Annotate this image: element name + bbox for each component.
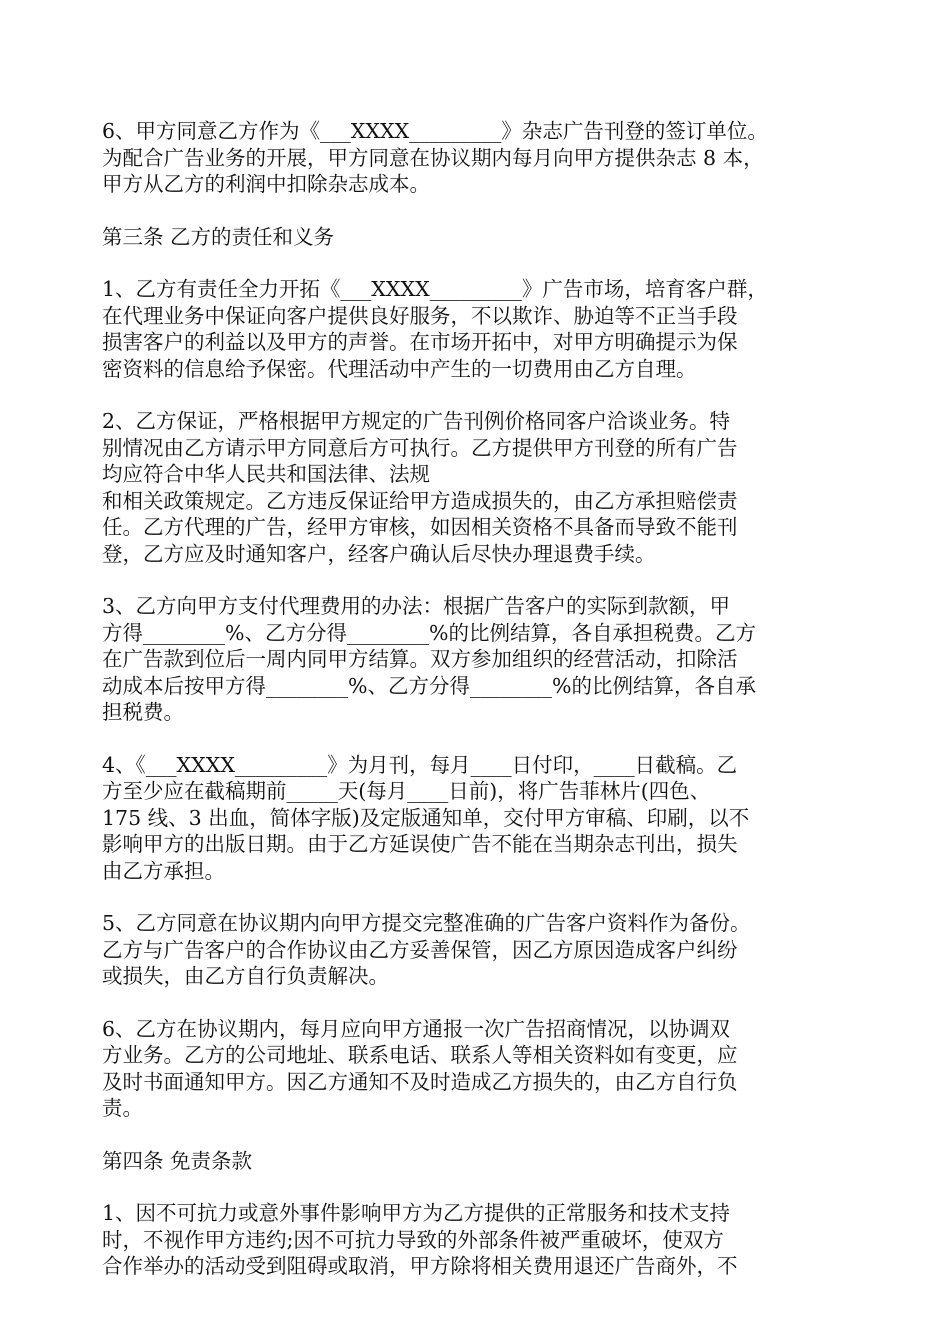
paragraph-party-b-clause-1 bbox=[102, 276, 854, 382]
text-line: 和相关政策规定。乙方违反保证给甲方造成损失的，由乙方承担赔偿责 bbox=[102, 488, 738, 513]
text-line: 登，乙方应及时通知客户，经客户确认后尽快办理退费手续。 bbox=[102, 541, 656, 566]
section-heading-article-4: 第四条 免责条款 bbox=[102, 1148, 253, 1173]
text-line: 6、乙方在协议期内，每月应向甲方通报一次广告招商情况，以协调双 bbox=[102, 1016, 731, 1041]
text-line: 1、乙方有责任全力开拓《___XXXX_________》广告市场，培育客户群， bbox=[102, 277, 768, 301]
text-line: 4、《___XXXX_________》为月刊，每月____日付印，____日截稿。乙 bbox=[102, 752, 738, 777]
text-line: 在广告款到位后一周内同甲方结算。双方参加组织的经营活动，扣除活 bbox=[102, 647, 738, 671]
paragraph-party-b-clause-5 bbox=[102, 910, 854, 990]
text-line: 乙方与广告客户的合作协议由乙方妥善保管，因乙方原因造成客户纠纷 bbox=[102, 937, 738, 962]
text-line: 别情况由乙方请示甲方同意后方可执行。乙方提供甲方刊登的所有广告 bbox=[102, 435, 738, 460]
paragraph-exemption-clause-1 bbox=[102, 1200, 854, 1280]
paragraph-party-b-clause-6 bbox=[102, 1016, 854, 1122]
text-line: 3、乙方向甲方支付代理费用的办法：根据广告客户的实际到款额，甲 bbox=[102, 594, 731, 618]
text-line: 及时书面通知甲方。因乙方通知不及时造成乙方损失的，由乙方自行负 bbox=[102, 1069, 738, 1094]
text-line: 方至少应在截稿期前_____天(每月____日前)，将广告菲林片(四色、 bbox=[102, 779, 711, 803]
text-line: 5、乙方同意在协议期内向甲方提交完整准确的广告客户资料作为备份。 bbox=[102, 911, 751, 935]
text-line: 均应符合中华人民共和国法律、法规 bbox=[102, 462, 430, 486]
paragraph-party-a-clause-6 bbox=[102, 118, 854, 198]
text-line: 影响甲方的出版日期。由于乙方延误使广告不能在当期杂志刊出，损失 bbox=[102, 832, 738, 856]
text-line: 为配合广告业务的开展，甲方同意在协议期内每月向甲方提供杂志 8 本， bbox=[102, 145, 764, 170]
text-line: 动成本后按甲方得________%、乙方分得________%的比例结算，各自承 bbox=[102, 673, 756, 698]
text-line: 合作举办的活动受到阻碍或取消，甲方除将相关费用退还广告商外，不 bbox=[102, 1254, 738, 1278]
text-line: 密资料的信息给予保密。代理活动中产生的一切费用由乙方自理。 bbox=[102, 356, 697, 381]
paragraph-party-b-clause-3 bbox=[102, 593, 854, 726]
text-line: 担税费。 bbox=[102, 700, 184, 724]
text-line: 时，不视作甲方违约;因不可抗力导致的外部条件被严重破坏，使双方 bbox=[102, 1227, 724, 1252]
text-line: 175 线、3 出血，简体字版)及定版通知单，交付甲方审稿、印刷，以不 bbox=[102, 805, 750, 830]
text-line: 1、因不可抗力或意外事件影响甲方为乙方提供的正常服务和技术支持 bbox=[102, 1201, 731, 1225]
paragraph-party-b-clause-4 bbox=[102, 752, 854, 885]
text-line: 6、甲方同意乙方作为《___XXXX_________》杂志广告刊登的签订单位。 bbox=[102, 119, 768, 143]
document-page bbox=[102, 118, 854, 1306]
text-line: 由乙方承担。 bbox=[102, 858, 225, 883]
text-line: 或损失，由乙方自行负责解决。 bbox=[102, 964, 389, 988]
text-line: 损害客户的利益以及甲方的声誉。在市场开拓中，对甲方明确提示为保 bbox=[102, 330, 738, 354]
text-line: 方业务。乙方的公司地址、联系电话、联系人等相关资料如有变更，应 bbox=[102, 1043, 738, 1067]
paragraph-party-b-clause-2 bbox=[102, 408, 854, 567]
text-line: 在代理业务中保证向客户提供良好服务，不以欺诈、胁迫等不正当手段 bbox=[102, 303, 738, 328]
section-heading-article-3: 第三条 乙方的责任和义务 bbox=[102, 224, 335, 249]
text-line: 责。 bbox=[102, 1096, 143, 1120]
text-line: 任。乙方代理的广告，经甲方审核，如因相关资格不具备而导致不能刊 bbox=[102, 515, 738, 539]
text-line: 方得________%、乙方分得________%的比例结算，各自承担税费。乙方 bbox=[102, 620, 756, 645]
text-line: 2、乙方保证，严格根据甲方规定的广告刊例价格同客户洽谈业务。特 bbox=[102, 409, 731, 433]
text-line: 甲方从乙方的利润中扣除杂志成本。 bbox=[102, 172, 430, 196]
